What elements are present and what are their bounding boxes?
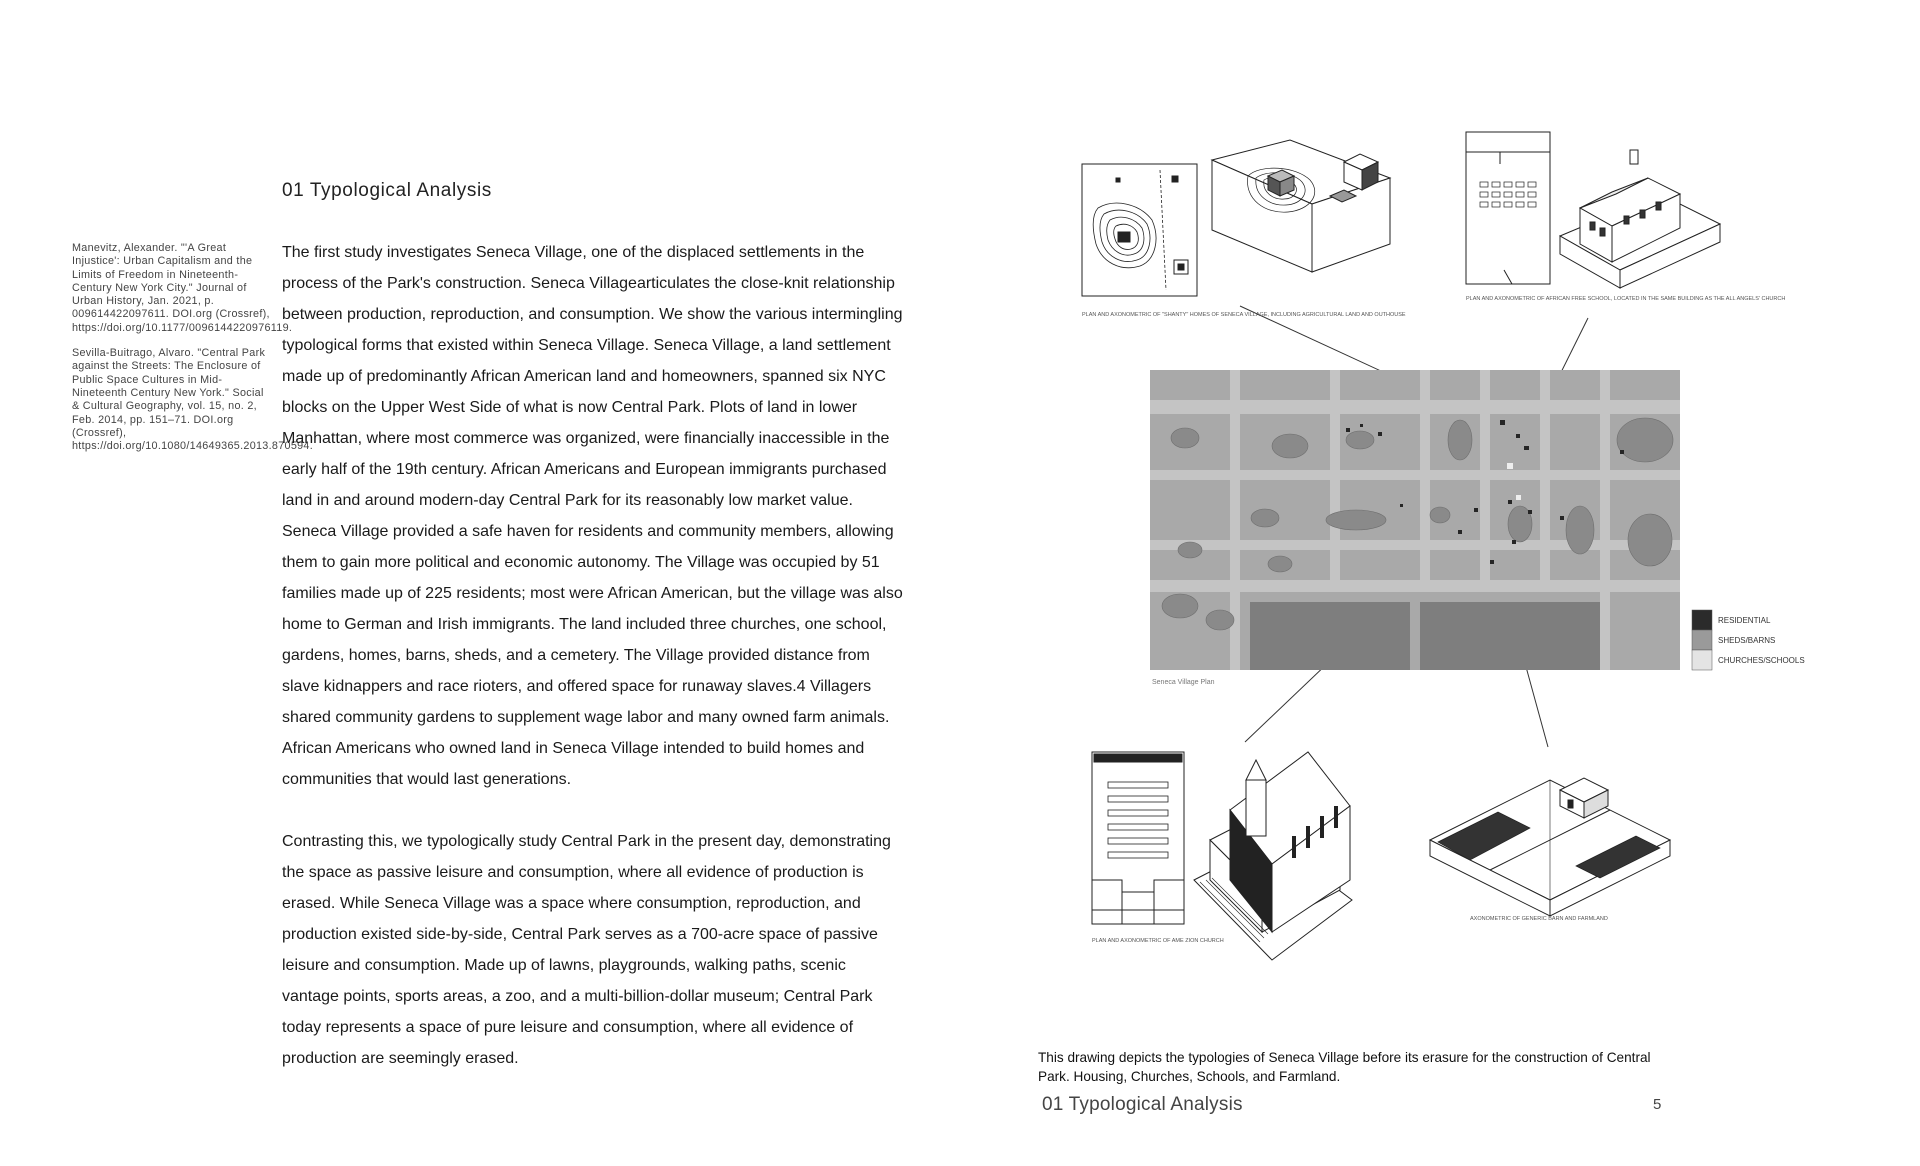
paragraph-seneca-village: The first study investigates Seneca Village, one of the displaced settlements in the process of the Park's construction. Seneca Villagearticulates the close-knit relationship between production, reproduction, and consumption. We show the various intermingling typological forms that existed within Seneca Village. Seneca Village, a land settlement made up of predominantly African American land and homeowners, spanned six NYC blocks on the Upper West Side of what is now Central Park. Plots of land in lower Manhattan, where most commerce was organized, were financially inaccessible in the early half of the 19th century. African Americans and European immigrants purchased land in and around modern-day Central Park for its reasonably low market value. Seneca Village provided a safe haven for residents and community members, allowing them to gain more political and economic autonomy. The Village was occupied by 51 families made up of 225 residents; most were African American, but the village was also home to German and Irish immigrants. The land included three churches, one school, gardens, homes, barns, sheds, and a cemetery. The Village provided distance from slave kidnappers and race rioters, and offered space for runaway slaves.4 Villagers shared community gardens to supplement wage labor and many owned farm animals. African Americans who owned land in Seneca Village intended to build homes and communities that would last generations. bbox=[282, 244, 903, 788]
legend-churches-schools bbox=[1692, 650, 1805, 670]
school-plan bbox=[1466, 132, 1550, 284]
barn-farmland-axonometric bbox=[1430, 778, 1670, 916]
legend-label-sheds-barns: SHEDS/BARNS bbox=[1718, 636, 1776, 645]
church-plan bbox=[1092, 752, 1184, 924]
references-sidebar bbox=[72, 242, 314, 465]
church-axonometric bbox=[1194, 752, 1352, 960]
school-label: PLAN AND AXONOMETRIC OF AFRICAN FREE SCHOOL, LOCATED IN THE SAME BUILDING AS THE ALL ANGELS' CHURCH bbox=[1466, 296, 1786, 302]
legend-residential bbox=[1692, 610, 1771, 630]
body-text bbox=[282, 237, 907, 1105]
reference-manevitz: Manevitz, Alexander. "'A Great Injustice': Urban Capitalism and the Limits of Freedom in Nineteenth-Century New York City." Journal of Urban History, Jan. 2021, p. 009614422097611. DOI.org (Crossref), https://doi.org/10.1177/0096144220976119. bbox=[72, 242, 293, 334]
seneca-village-aerial-plan bbox=[1150, 370, 1680, 686]
plan-label: Seneca Village Plan bbox=[1152, 679, 1215, 686]
school-axonometric bbox=[1560, 150, 1720, 288]
shanty-label: PLAN AND AXONOMETRIC OF "SHANTY" HOMES OF SENECA VILLAGE, INCLUDING AGRICULTURAL LAND AND OUTHOUSE bbox=[1082, 312, 1406, 318]
legend-sheds-barns bbox=[1692, 630, 1775, 650]
typology-drawing bbox=[1060, 120, 1810, 980]
reference-sevilla-buitrago: Sevilla-Buitrago, Alvaro. "Central Park against the Streets: The Enclosure of Public Space Cultures in Mid-Nineteenth Century New York." Social & Cultural Geography, vol. 15, no. 2, Feb. 2014, pp. 151–71. DOI.org (Crossref), https://doi.org/10.1080/14649365.2013.870594. bbox=[72, 347, 314, 453]
shanty-homes-plan bbox=[1082, 164, 1197, 296]
footer-title: 01 Typological Analysis bbox=[1042, 1094, 1243, 1115]
shanty-homes-axonometric bbox=[1212, 140, 1390, 272]
barn-label: AXONOMETRIC OF GENERIC BARN AND FARMLAND bbox=[1470, 916, 1608, 922]
legend-label-churches-schools: CHURCHES/SCHOOLS bbox=[1718, 656, 1805, 665]
legend-label-residential: RESIDENTIAL bbox=[1718, 616, 1771, 625]
legend bbox=[1692, 610, 1805, 670]
section-title: 01 Typological Analysis bbox=[282, 180, 492, 201]
paragraph-central-park: Contrasting this, we typologically study Central Park in the present day, demonstrating the space as passive leisure and consumption, where all evidence of production is erased. While Seneca Village was a space where consumption, reproduction, and production existed side-by-side, Central Park serves as a 700-acre space of passive leisure and consumption. Made up of lawns, playgrounds, walking paths, scenic vantage points, sports areas, a zoo, and a multi-billion-dollar museum; Central Park today represents a space of pure leisure and consumption, where all evidence of production are seemingly erased. bbox=[282, 833, 891, 1067]
church-label: PLAN AND AXONOMETRIC OF AME ZION CHURCH bbox=[1092, 938, 1224, 944]
page-number: 5 bbox=[1653, 1096, 1662, 1113]
figure-caption: This drawing depicts the typologies of Seneca Village before its erasure for the construction of Central Park. Housing, Churches, Schools, and Farmland. bbox=[1038, 1050, 1651, 1084]
